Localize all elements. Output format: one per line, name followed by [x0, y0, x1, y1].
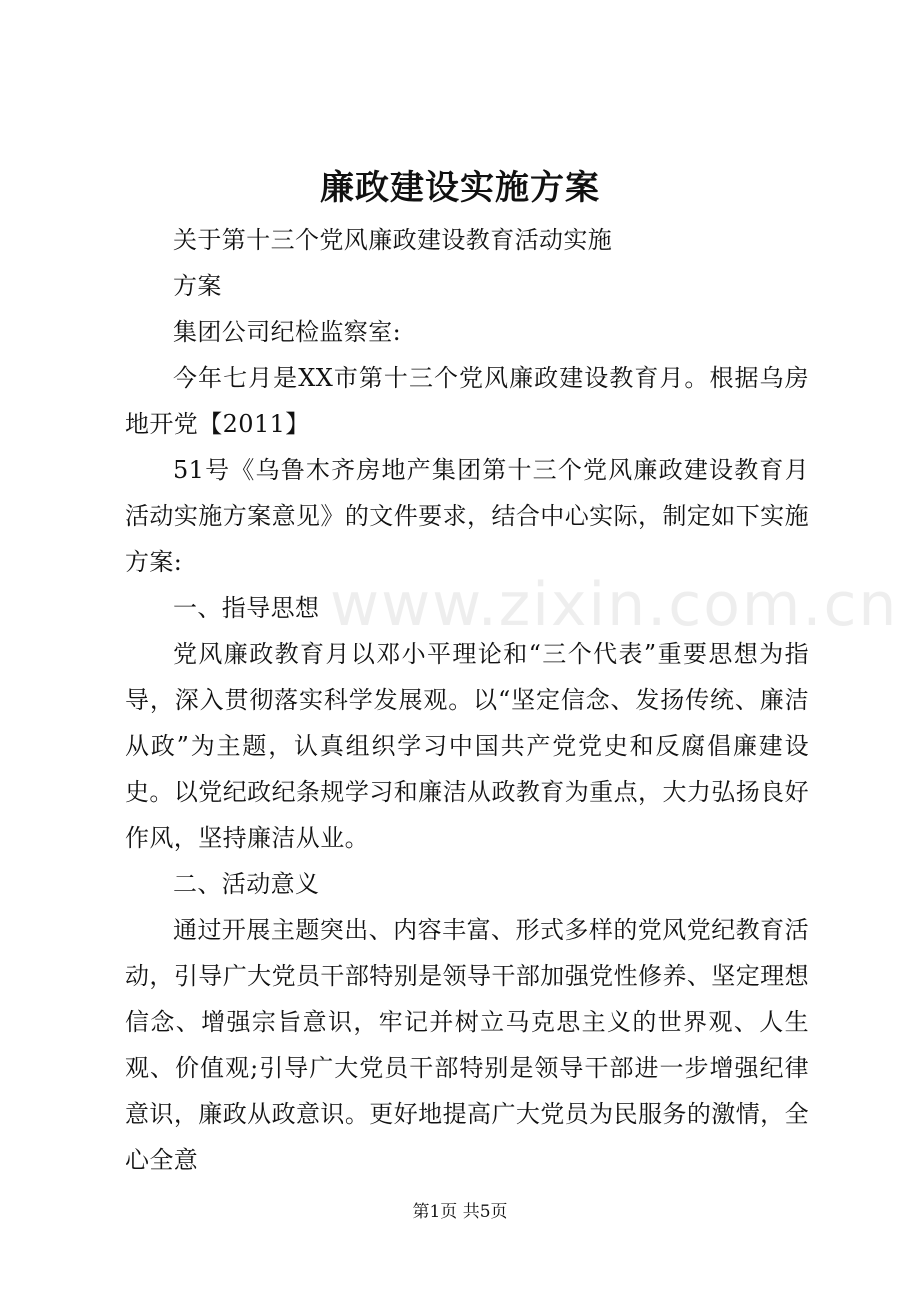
paragraph-subject-line-1: 关于第十三个党风廉政建设教育活动实施 [173, 226, 613, 254]
heading-activity-significance: 二、活动意义 [173, 870, 320, 898]
document-body [125, 217, 899, 1183]
document-title: 廉政建设实施方案 [320, 168, 600, 208]
paragraph-intro-continued: 51号《乌鲁木齐房地产集团第十三个党风廉政建设教育月活动实施方案意见》的文件要求，结合中心实际，制定如下实施方案: [125, 456, 809, 576]
paragraph-intro: 今年七月是XX市第十三个党风廉政建设教育月。根据乌房地开党【2011】 [125, 364, 809, 438]
paragraph-activity-significance: 通过开展主题突出、内容丰富、形式多样的党风党纪教育活动，引导广大党员干部特别是领导干部加强党性修养、坚定理想信念、增强宗旨意识，牢记并树立马克思主义的世界观、人生观、价值观;引导广大党员干部特别是领导干部进一步增强纪律意识，廉政从政意识。更好地提高广大党员为民服务的激情，全心全意 [125, 916, 809, 1174]
paragraph-subject-line-2: 方案 [173, 272, 222, 300]
page-footer: 第1页 共5页 [412, 1202, 508, 1222]
watermark: www.zixin.com.cn [330, 570, 899, 640]
heading-guiding-ideology: 一、指导思想 [173, 594, 320, 622]
paragraph-recipient: 集团公司纪检监察室: [173, 318, 402, 346]
paragraph-guiding-ideology: 党风廉政教育月以邓小平理论和“三个代表”重要思想为指导，深入贯彻落实科学发展观。以“坚定信念、发扬传统、廉洁从政”为主题，认真组织学习中国共产党党史和反腐倡廉建设史。以党纪政纪条规学习和廉洁从政教育为重点，大力弘扬良好作风，坚持廉洁从业。 [125, 640, 809, 852]
